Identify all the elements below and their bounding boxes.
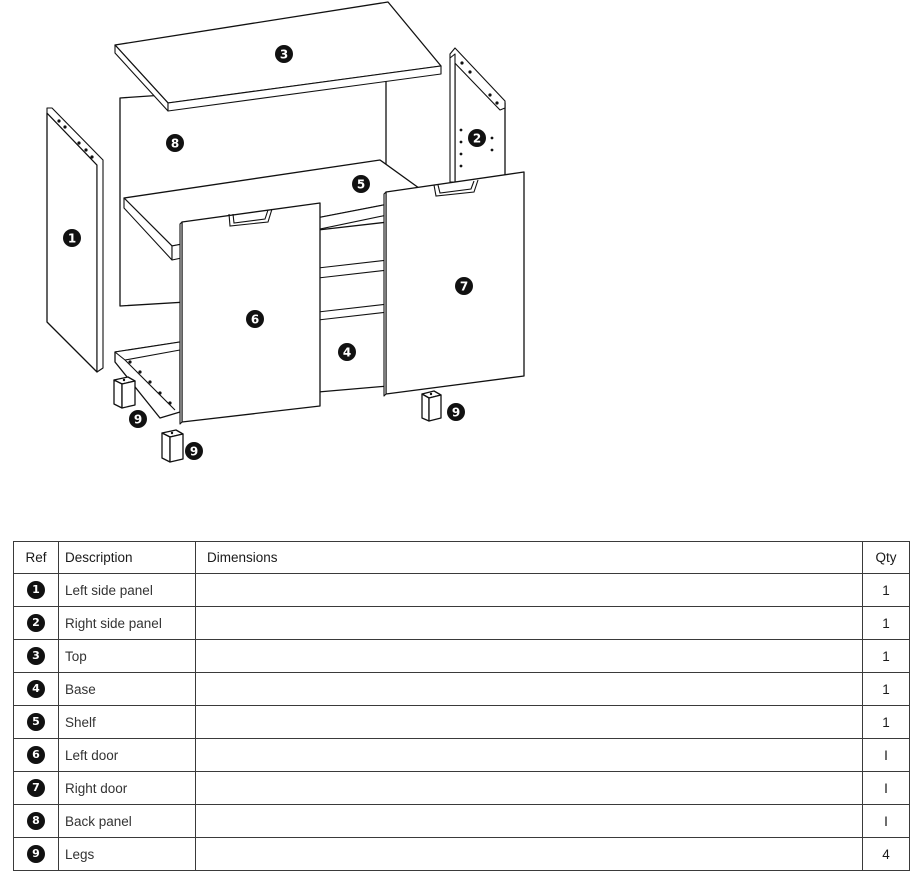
- callout-2: [468, 129, 486, 147]
- ref-cell: [14, 838, 59, 871]
- ref-cell: [14, 805, 59, 838]
- svg-text:8: 8: [170, 136, 180, 151]
- ref-badge: 8: [27, 812, 45, 830]
- table-row: [14, 607, 910, 640]
- table-header-row: [14, 542, 910, 574]
- callout-1: [63, 229, 81, 247]
- ref-badge: 4: [27, 680, 45, 698]
- dimensions-cell: [196, 607, 863, 640]
- qty-cell: I: [863, 772, 910, 805]
- callout-9-left-front: [185, 442, 203, 460]
- right-door: [384, 172, 524, 396]
- ref-cell: [14, 574, 59, 607]
- qty-cell: 4: [863, 838, 910, 871]
- svg-text:5: 5: [356, 177, 366, 192]
- right-side-panel: [450, 48, 505, 182]
- callout-6: [246, 310, 264, 328]
- table-row: [14, 739, 910, 772]
- ref-badge: 3: [27, 647, 45, 665]
- table-row: [14, 805, 910, 838]
- dimensions-cell: [196, 574, 863, 607]
- table-row: [14, 838, 910, 871]
- callout-9-right: [447, 403, 465, 421]
- qty-cell: 1: [863, 673, 910, 706]
- dimensions-cell: [196, 706, 863, 739]
- qty-cell: 1: [863, 574, 910, 607]
- qty-cell: I: [863, 739, 910, 772]
- description-cell: Left door: [59, 739, 196, 772]
- header-dimensions: Dimensions: [196, 542, 863, 574]
- header-qty: Qty: [863, 542, 910, 574]
- ref-cell: [14, 772, 59, 805]
- ref-cell: [14, 739, 59, 772]
- header-ref: Ref: [14, 542, 59, 574]
- svg-text:9: 9: [451, 405, 461, 420]
- callout-4: [338, 343, 356, 361]
- description-cell: Legs: [59, 838, 196, 871]
- ref-cell: [14, 673, 59, 706]
- ref-badge: 6: [27, 746, 45, 764]
- table-row: [14, 640, 910, 673]
- description-cell: Top: [59, 640, 196, 673]
- ref-badge: 1: [27, 581, 45, 599]
- description-cell: Right side panel: [59, 607, 196, 640]
- callout-7: [455, 277, 473, 295]
- ref-badge: 9: [27, 845, 45, 863]
- svg-text:7: 7: [459, 279, 469, 294]
- dimensions-cell: [196, 772, 863, 805]
- svg-text:6: 6: [250, 312, 260, 327]
- callout-9-left-back: [129, 410, 147, 428]
- svg-text:9: 9: [133, 412, 143, 427]
- svg-text:4: 4: [342, 345, 352, 360]
- leg-left-front: [162, 430, 183, 462]
- ref-cell: [14, 706, 59, 739]
- callout-8: [166, 134, 184, 152]
- svg-text:1: 1: [67, 231, 77, 246]
- qty-cell: 1: [863, 706, 910, 739]
- description-cell: Back panel: [59, 805, 196, 838]
- description-cell: Shelf: [59, 706, 196, 739]
- dimensions-cell: [196, 739, 863, 772]
- leg-left-back: [114, 377, 135, 408]
- description-cell: Right door: [59, 772, 196, 805]
- table-row: [14, 673, 910, 706]
- dimensions-cell: [196, 640, 863, 673]
- header-description: Description: [59, 542, 196, 574]
- leg-right: [422, 391, 441, 421]
- table-row: [14, 574, 910, 607]
- table-row: [14, 772, 910, 805]
- description-cell: Base: [59, 673, 196, 706]
- ref-badge: 7: [27, 779, 45, 797]
- qty-cell: 1: [863, 607, 910, 640]
- callout-3: [275, 45, 293, 63]
- dimensions-cell: [196, 805, 863, 838]
- dimensions-cell: [196, 838, 863, 871]
- description-cell: Left side panel: [59, 574, 196, 607]
- qty-cell: I: [863, 805, 910, 838]
- parts-list-table: [13, 541, 910, 871]
- table-row: [14, 706, 910, 739]
- callout-5: [352, 175, 370, 193]
- svg-text:9: 9: [189, 444, 199, 459]
- dimensions-cell: [196, 673, 863, 706]
- svg-text:2: 2: [472, 131, 482, 146]
- ref-badge: 2: [27, 614, 45, 632]
- ref-cell: [14, 640, 59, 673]
- ref-cell: [14, 607, 59, 640]
- ref-badge: 5: [27, 713, 45, 731]
- parts-table-body: [14, 574, 910, 871]
- svg-text:3: 3: [279, 47, 289, 62]
- qty-cell: 1: [863, 640, 910, 673]
